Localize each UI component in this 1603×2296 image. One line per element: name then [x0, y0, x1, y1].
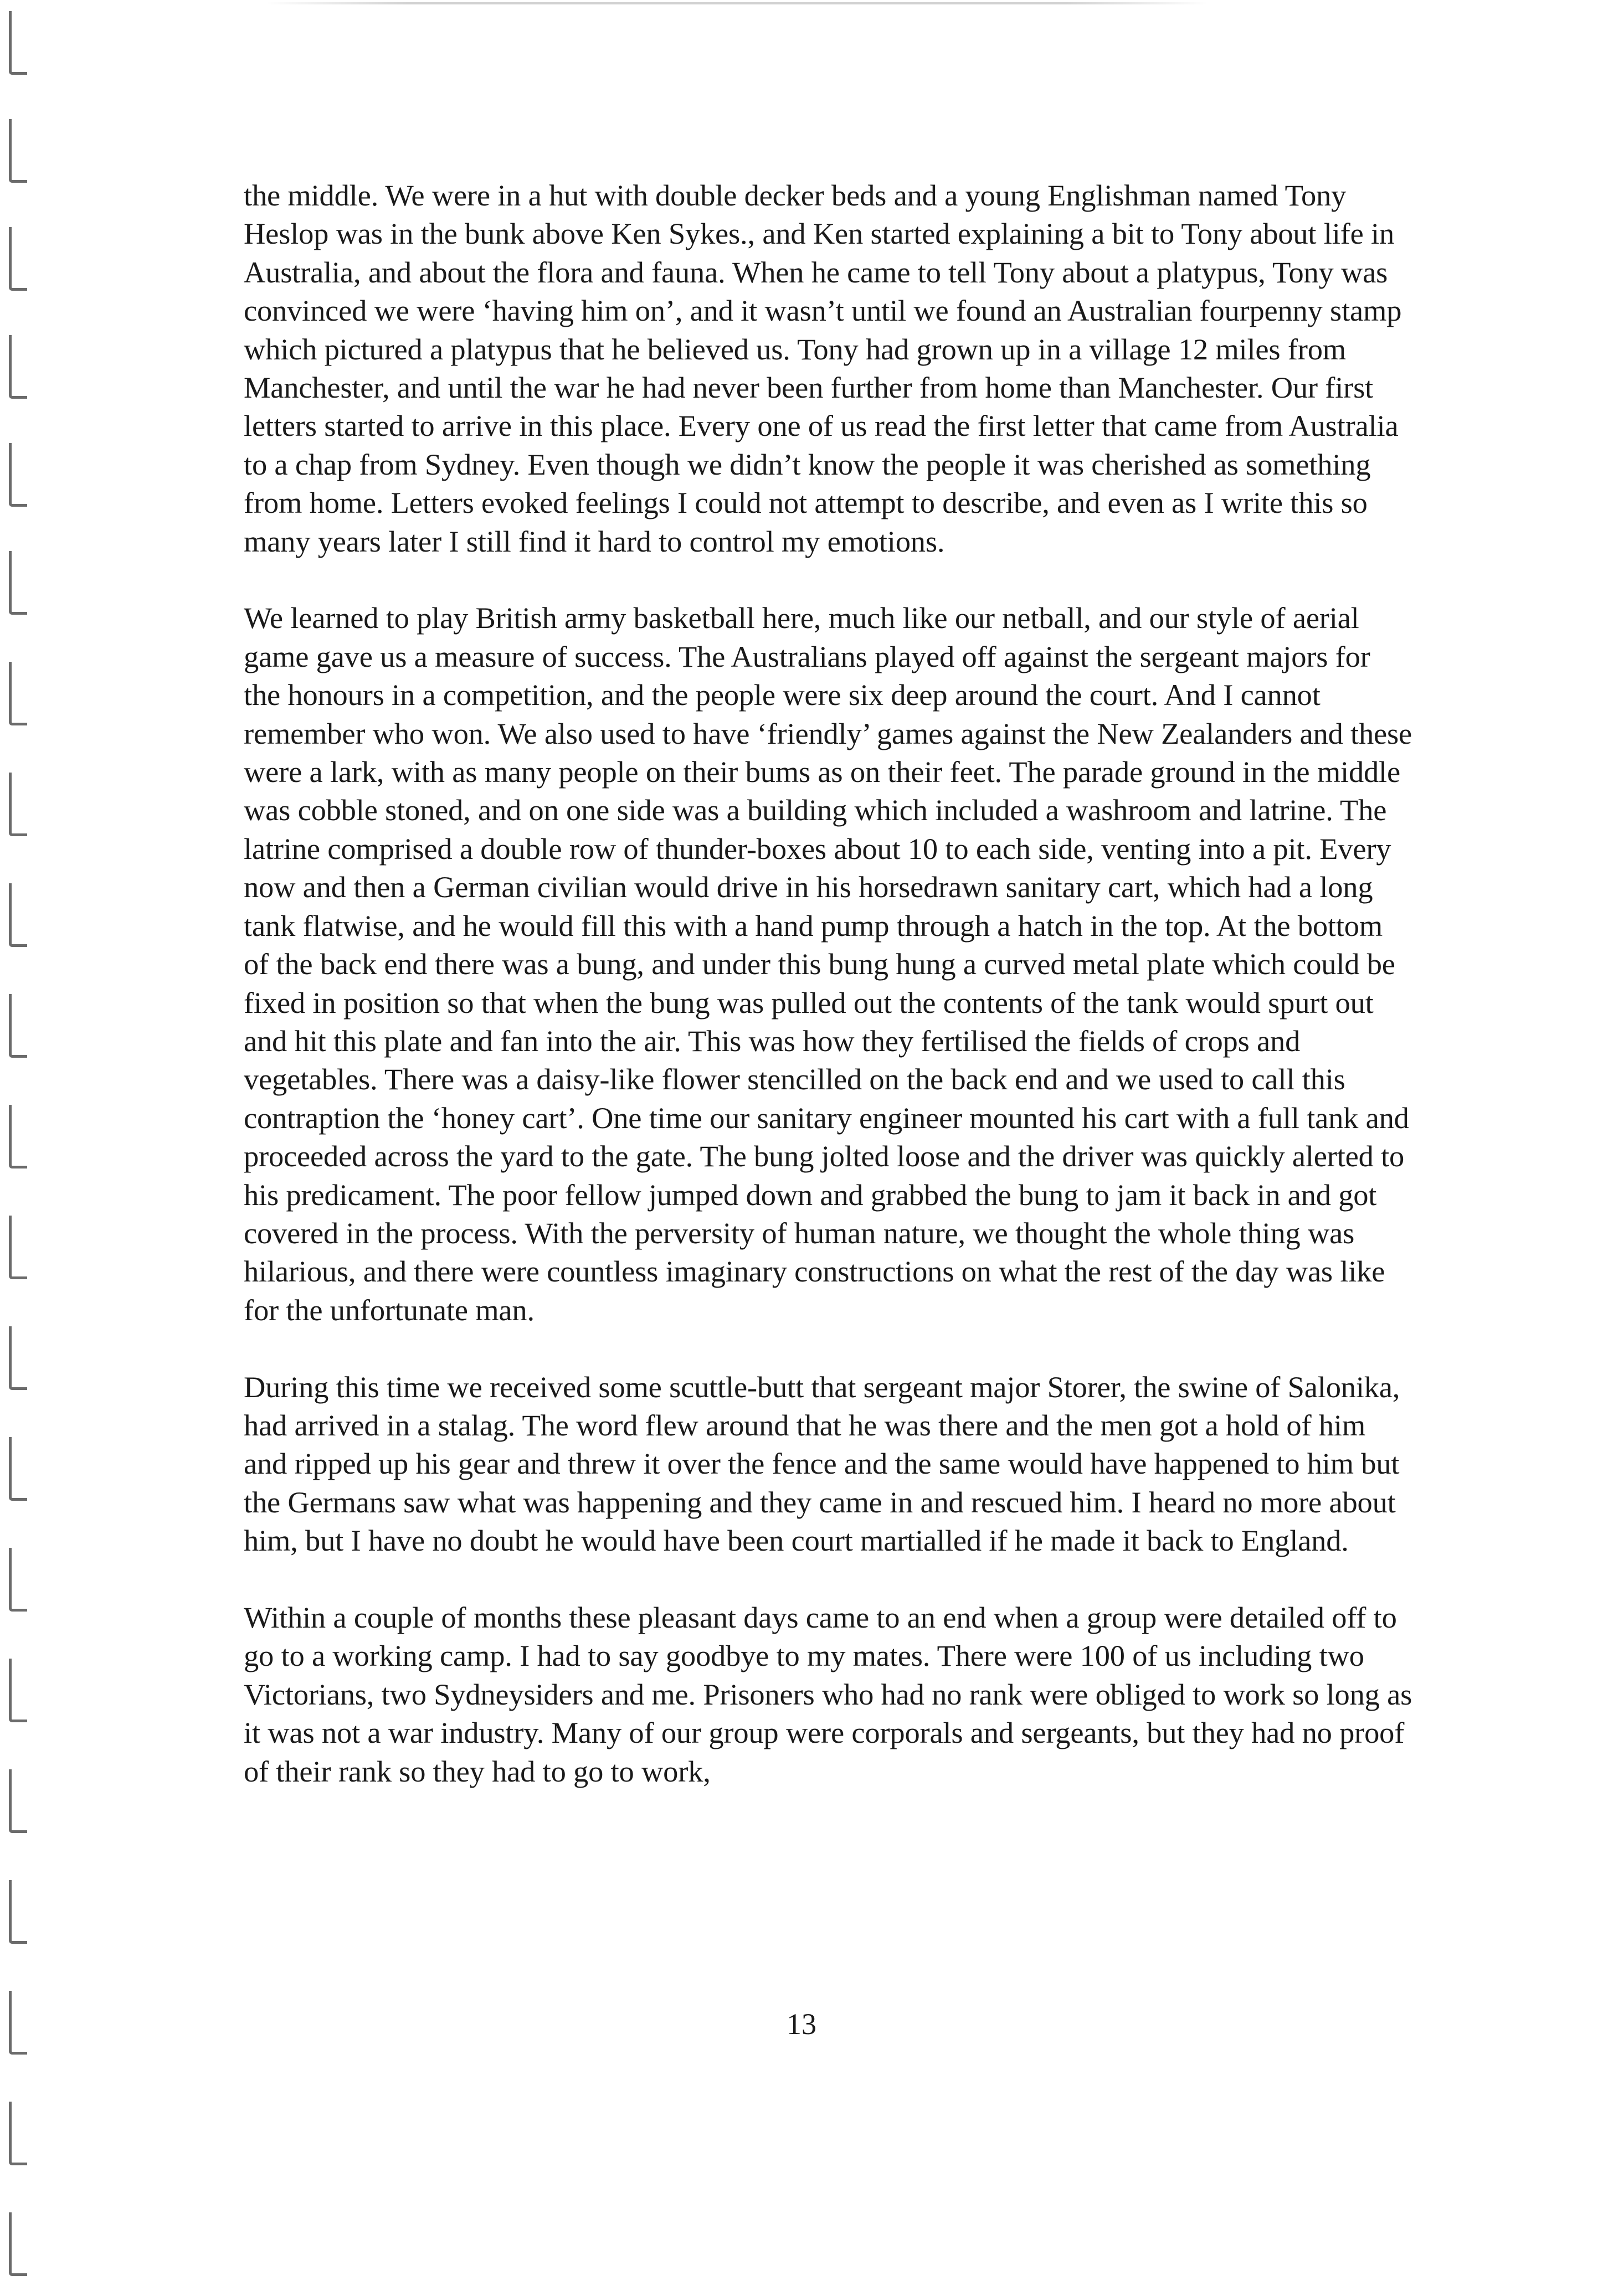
- binding-hole: [9, 773, 27, 836]
- binding-hole: [9, 662, 27, 725]
- page-number: 13: [787, 2007, 816, 2041]
- binding-hole: [9, 883, 27, 947]
- binding-hole: [9, 1659, 27, 1722]
- binding-hole: [9, 335, 27, 399]
- paragraph-sergeant-major-storer: During this time we received some scuttle-butt that sergeant major Storer, the swine of Salonika, had arrived in a stalag. The word flew around that he was there and the men got a hold of him and ripped up his gear and threw it over the fence and the same would have happened to him but the Germans saw what was happening and they came in and rescued him. I heard no more about him, but I have no doubt he would have been court martialled if he made it back to England.: [244, 1370, 1400, 1558]
- scan-top-edge: [266, 2, 1208, 4]
- binding-hole: [9, 227, 27, 291]
- binding-hole: [9, 11, 27, 75]
- paragraph-basketball-honey-cart: We learned to play British army basketball here, much like our netball, and our style of aerial game gave us a measure of success. The Australians played off against the sergeant majors for the honours in a competition, and the people were six deep around the court. And I cannot remember who won. We also used to have ‘friendly’ games against the New Zealanders and these were a lark, with as many people on their bums as on their feet. The parade ground in the middle was cobble stoned, and on one side was a building which included a washroom and latrine. The latrine comprised a double row of thunder-boxes about 10 to each side, venting into a pit. Every now and then a German civilian would drive in his horsedrawn sanitary cart, which had a long tank flatwise, and he would fill this with a hand pump through a hatch in the top. At the bottom of the back end there was a bung, and under this bung hung a curved metal plate which could be fixed in position so that when the bung was pulled out the contents of the tank would spurt out and hit this plate and fan into the air. This was how they fertilised the fields of crops and vegetables. There was a daisy-like flower stencilled on the back end and we used to call this contraption the ‘honey cart’. One time our sanitary engineer mounted his cart with a full tank and proceeded across the yard to the gate. The bung jolted loose and the driver was quickly alerted to his predicament. The poor fellow jumped down and grabbed the bung to jam it back in and got covered in the process. With the perversity of human nature, we thought the whole thing was hilarious, and there were countless imaginary constructions on what the rest of the day was like for the unfortunate man.: [244, 601, 1412, 1327]
- binding-hole: [9, 1216, 27, 1279]
- paragraph-working-camp: Within a couple of months these pleasant days came to an end when a group were detailed off to go to a working camp. I had to say goodbye to my mates. There were 100 of us including two Victorians, two Sydneysiders and me. Prisoners who had no rank were obliged to work so long as it was not a war industry. Many of our group were corporals and sergeants, but they had no proof of their rank so they had to go to work,: [244, 1600, 1412, 1788]
- binding-hole: [9, 1880, 27, 1944]
- paragraph-hut-letters: the middle. We were in a hut with double decker beds and a young Englishman named Tony Heslop was in the bunk above Ken Sykes., and Ken started explaining a bit to Tony about life in Australia, and about the flora and fauna. When he came to tell Tony about a platypus, Tony was convinced we were ‘having him on’, and it wasn’t until we found an Australian fourpenny stamp which pictured a platypus that he believed us. Tony had grown up in a village 12 miles from Manchester, and until the war he had never been further from home than Manchester. Our first letters started to arrive in this place. Every one of us read the first letter that came from Australia to a chap from Sydney. Even though we didn’t know the people it was cherished as something from home. Letters evoked feelings I could not attempt to describe, and even as I write this so many years later I still find it hard to control my emotions.: [244, 178, 1402, 558]
- binding-hole: [9, 551, 27, 615]
- binding-hole: [9, 1105, 27, 1168]
- binding-hole: [9, 2102, 27, 2165]
- binding-hole: [9, 994, 27, 1058]
- binding-margin: [0, 0, 50, 2296]
- binding-hole: [9, 2212, 27, 2276]
- binding-hole: [9, 443, 27, 507]
- binding-hole: [9, 1437, 27, 1501]
- body-text: [244, 176, 1412, 1829]
- binding-hole: [9, 1548, 27, 1612]
- binding-hole: [9, 1769, 27, 1833]
- binding-hole: [9, 1326, 27, 1390]
- binding-hole: [9, 119, 27, 183]
